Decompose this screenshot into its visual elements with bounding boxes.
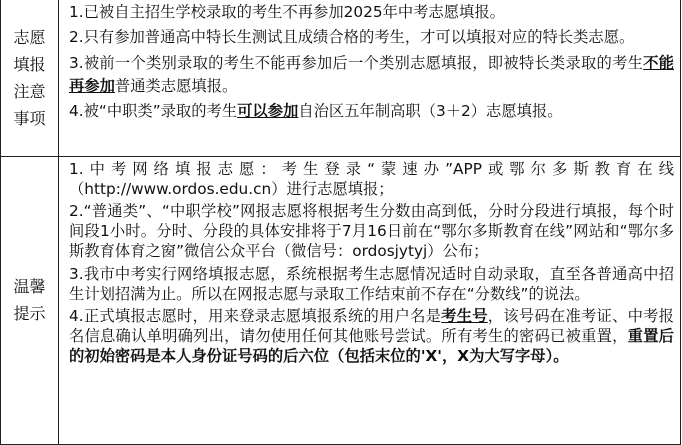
note-item-4-emphasis: 可以参加: [237, 101, 299, 120]
note-item-3-emphasis: 不能再参加: [69, 53, 674, 95]
note-item-3-text-a: 3.被前一个类别录取的考生不能再参加后一个类别志愿填报，即被特长类录取的考生: [69, 53, 644, 72]
section-label-cell: [1, 0, 59, 156]
tip-item-1: 1.中考网络填报志愿：考生登录“蒙速办”APP或鄂尔多斯教育在线（http://www.ordos.edu.cn）进行志愿填报；: [69, 159, 674, 198]
section-content-notes: [59, 0, 681, 156]
section-label-notes: 志愿填报注意事项: [13, 27, 46, 128]
note-item-4-text-c: 自治区五年制高职（3＋2）志愿填报。: [298, 101, 563, 120]
note-item-4: [69, 101, 674, 122]
section-row-tips: [1, 156, 681, 445]
tip-item-4-text-a: 4.正式填报志愿时，用来登录志愿填报系统的用户名是: [69, 306, 442, 325]
tip-item-4: [69, 306, 674, 367]
section-label-cell: [1, 156, 59, 445]
tip-item-4-password-note: 重置后的初始密码是本人身份证号码的后六位（包括末位的'X'，X为大写字母）。: [69, 327, 674, 366]
note-item-3-text-c: 普通类志愿填报。: [114, 77, 238, 95]
note-item-1: 1.已被自主招生学校录取的考生不再参加2025年中考志愿填报。: [69, 3, 505, 21]
section-content-tips: [59, 156, 681, 445]
tip-item-3: 3.我市中考实行网络填报志愿，系统根据考生志愿情况适时自动录取，直至各普通高中招生计划招满为止。所以在网报志愿与录取工作结束前不存在“分数线”的说法。: [69, 264, 674, 303]
tip-item-4-text-c: ，该号码在准考证、中考报名信息确认单明确列出，请勿使用任何其他账号尝试。所有考生的密码已被重置，: [69, 306, 674, 346]
section-label-tips: 温馨提示: [13, 277, 46, 324]
note-item-4-text-a: 4.被“中职类”录取的考生: [69, 101, 238, 120]
note-item-2: 2.只有参加普通高中特长生测试且成绩合格的考生，才可以填报对应的特长类志愿。: [69, 28, 635, 46]
note-item-3: [69, 52, 674, 99]
tip-item-4-username: 考生号: [441, 306, 488, 325]
section-row-notes: [1, 0, 681, 156]
tip-item-2: 2.“普通类”、“中职学校”网报志愿将根据考生分数由高到低，分时分段进行填报，每个时间段1小时。分时、分段的具体安排将于7月16日前在“鄂尔多斯教育在线”网站和“鄂尔多斯教育体育之窗”微信公众平台（微信号：ordosjytyj）公布；: [69, 201, 674, 261]
